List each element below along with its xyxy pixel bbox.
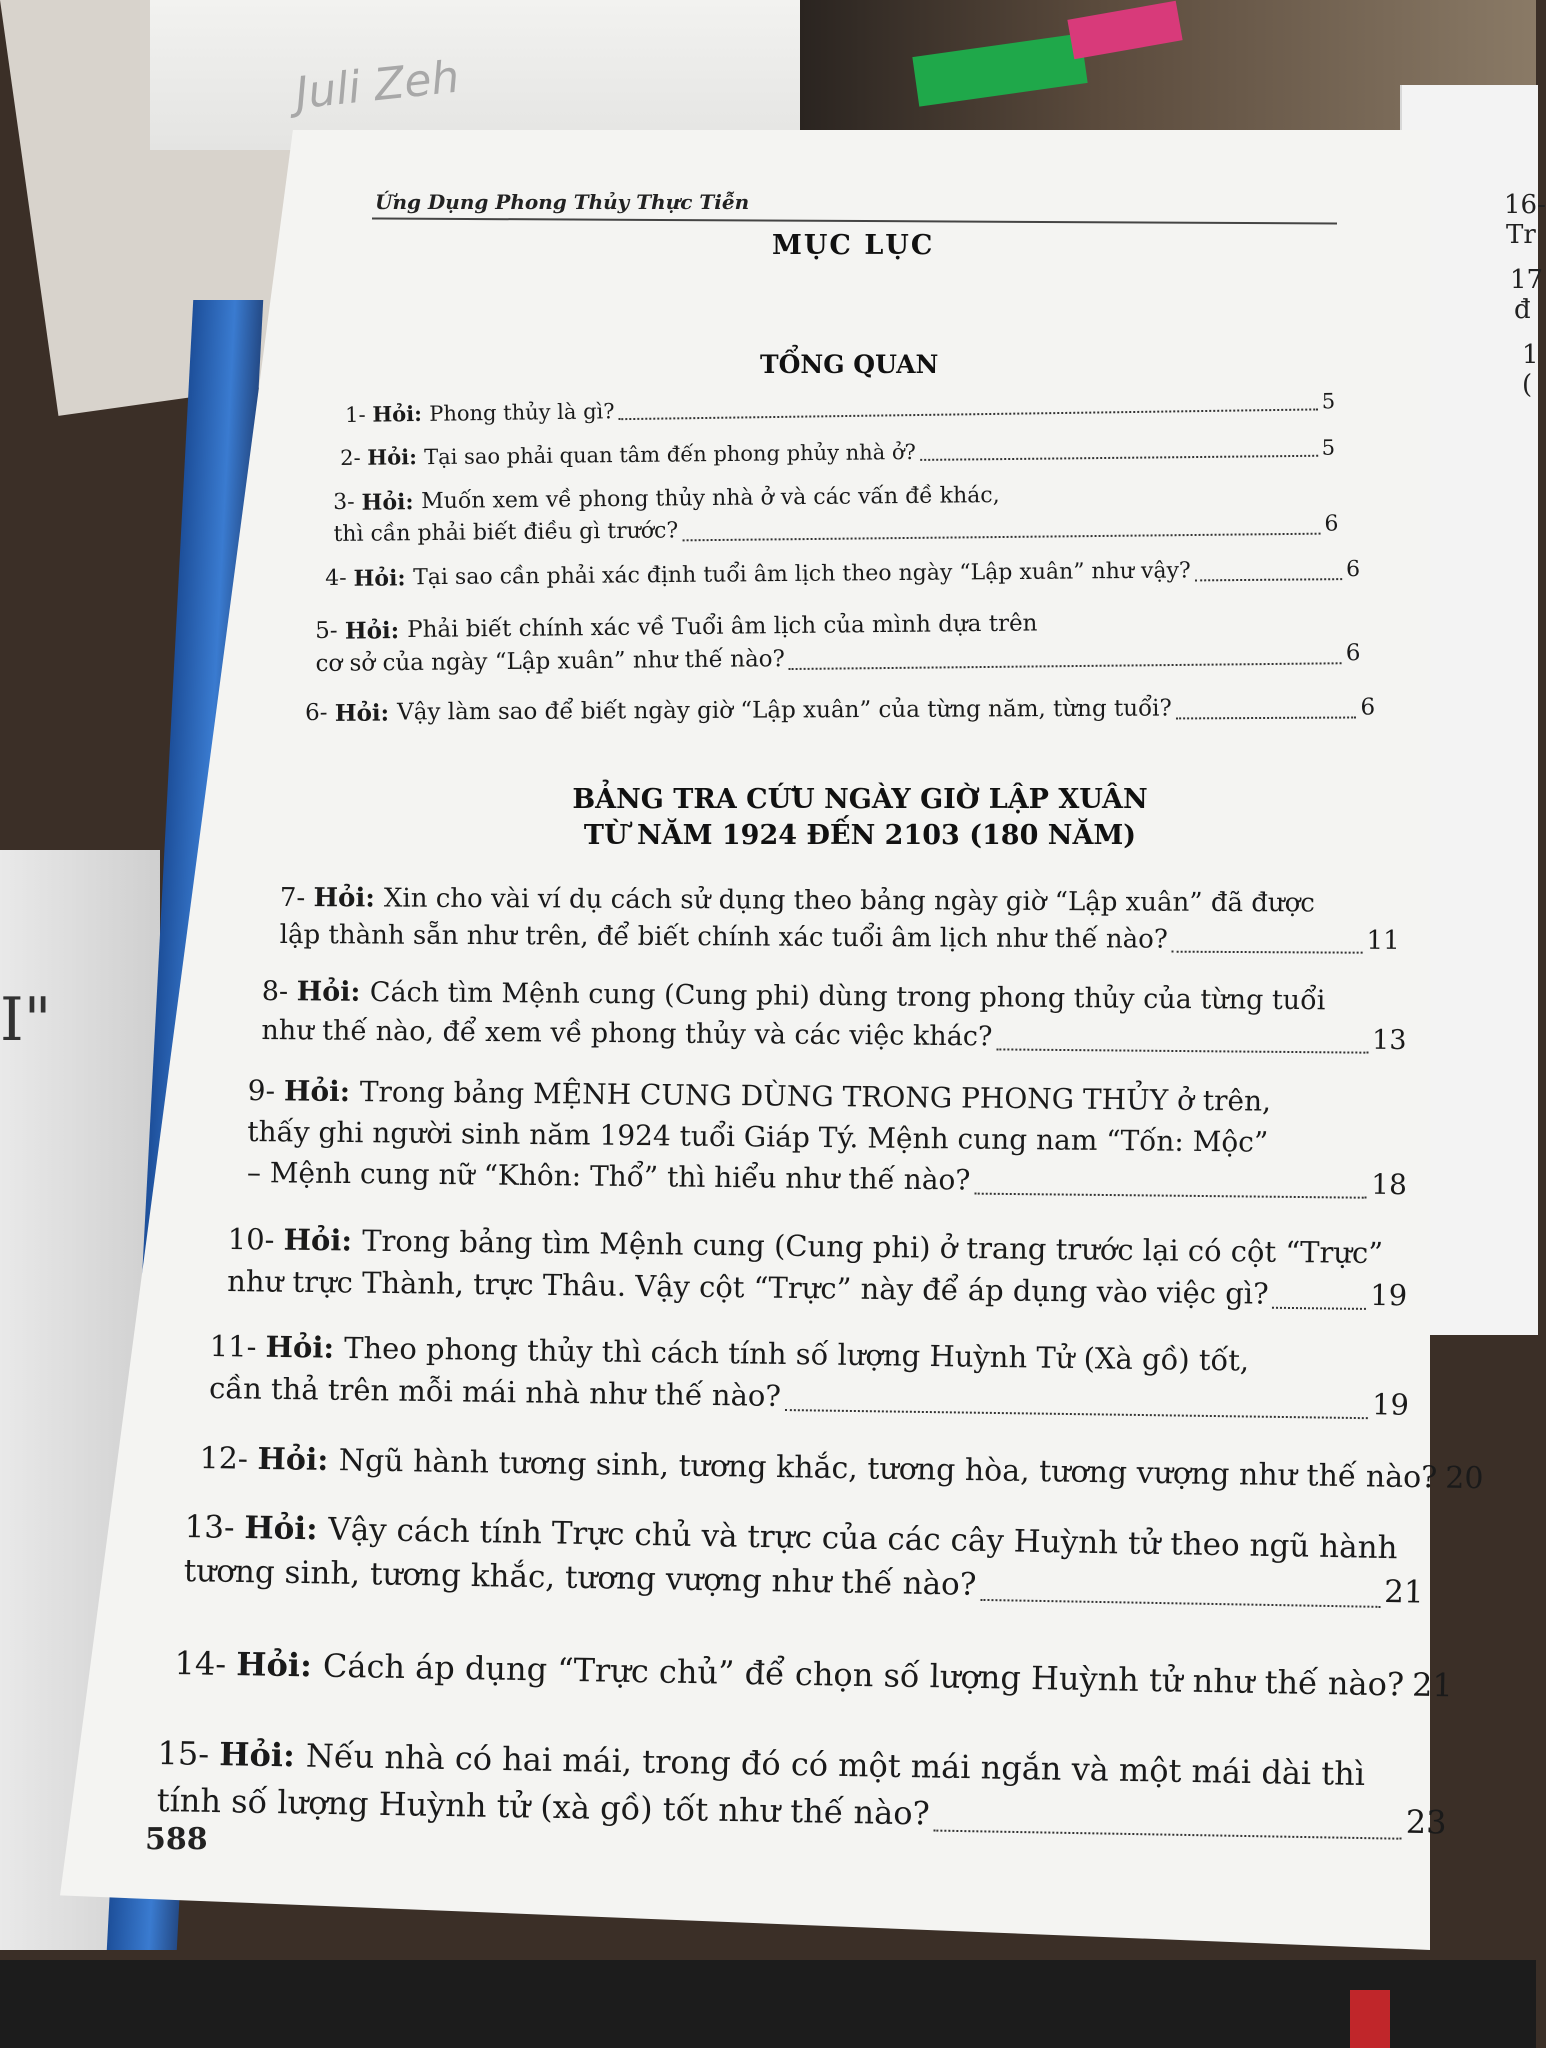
toc-entry-label: Hỏi: <box>257 1441 340 1479</box>
dot-leader <box>996 1048 1368 1053</box>
running-header: Ứng Dụng Phong Thủy Thực Tiễn <box>375 190 750 214</box>
toc-entry-text: Phải biết chính xác về Tuổi âm lịch của mình dựa trên <box>407 610 1038 644</box>
toc-entry-label: Hỏi: <box>367 444 425 470</box>
dot-leader <box>1172 951 1363 954</box>
toc-entry-label: Hỏi: <box>235 1645 324 1685</box>
toc-entry-text: Theo phong thủy thì cách tính số lượng Huỳnh Tử (Xà gồ) tốt, <box>343 1330 1250 1378</box>
toc-entry-text: Trong bảng MỆNH CUNG DÙNG TRONG PHONG THỦY ở trên, <box>359 1075 1272 1118</box>
toc-entry-text: tính số lượng Huỳnh tử (xà gồ) tốt như thế nào? <box>156 1780 931 1833</box>
toc-entry <box>247 1070 1408 1205</box>
toc-entry-text: như trực Thành, trực Thâu. Vậy cột “Trực” này để áp dụng vào việc gì? <box>227 1263 1269 1311</box>
dot-leader <box>785 1409 1368 1419</box>
toc-entry-text: Nếu nhà có hai mái, trong đó có một mái ngắn và một mái dài thì <box>305 1736 1366 1794</box>
toc-entry-text: Muốn xem về phong thủy nhà ở và các vấn đề khác, <box>421 483 1000 515</box>
toc-entry-text: Trong bảng tìm Mệnh cung (Cung phi) ở trang trước lại có cột “Trực” <box>362 1223 1384 1271</box>
page-number: 588 <box>145 1822 208 1857</box>
toc-entry-number: 8- <box>261 975 297 1008</box>
background-book-cover <box>150 0 810 150</box>
dot-leader <box>1176 716 1357 719</box>
toc-entry-number: 3- <box>333 489 362 515</box>
toc-entry-page: 6 <box>1345 640 1361 667</box>
toc-entry-line <box>305 691 1375 730</box>
toc-entry-label: Hỏi: <box>344 617 408 645</box>
toc-entry-number: 11- <box>209 1328 266 1364</box>
toc-entry-label: Hỏi: <box>372 400 430 427</box>
toc-entry-label: Hỏi: <box>353 565 414 592</box>
dot-leader <box>1195 578 1342 581</box>
toc-entry-label: Hỏi: <box>218 1735 307 1775</box>
toc-entry-number: 1- <box>345 402 373 427</box>
toc-entry-label: Hỏi: <box>361 489 422 516</box>
right-page-fragment: 17 <box>1510 265 1544 295</box>
toc-entry-number: 9- <box>247 1073 285 1108</box>
toc-entry <box>209 1325 1410 1426</box>
section-heading-table <box>560 782 1160 854</box>
toc-entry-text: lập thành sẵn như trên, để biết chính xác tuổi âm lịch như thế nào? <box>279 919 1168 955</box>
toc-entry-label: Hỏi: <box>283 1222 363 1258</box>
toc-entry-number: 15- <box>157 1733 220 1774</box>
dot-leader <box>980 1599 1380 1608</box>
toc-entry-text: Ngũ hành tương sinh, tương khắc, tương hòa, tương vượng như thế nào? <box>338 1443 1438 1496</box>
toc-entry-page: 20 <box>1444 1460 1484 1497</box>
toc-entry-page: 18 <box>1371 1167 1408 1202</box>
right-page-fragment: 1 <box>1522 340 1539 370</box>
toc-entry-number: 6- <box>305 699 335 726</box>
toc-entry-line <box>280 917 1400 960</box>
toc-entry-number: 5- <box>315 617 346 644</box>
dot-leader <box>920 455 1318 461</box>
dot-leader <box>682 533 1320 542</box>
section-heading-line: TỪ NĂM 1924 ĐẾN 2103 (180 NĂM) <box>583 820 1137 851</box>
toc-entry <box>333 476 1339 551</box>
toc-entry-page: 6 <box>1345 556 1361 583</box>
toc-entry-text: Phong thủy là gì? <box>429 399 615 426</box>
toc-entry-text: Cách tìm Mệnh cung (Cung phi) dùng trong phong thủy của từng tuổi <box>369 976 1326 1017</box>
toc-entry-text: cơ sở của ngày “Lập xuân” như thế nào? <box>315 646 786 677</box>
dot-leader <box>974 1193 1367 1199</box>
toc-entry-label: Hỏi: <box>283 1074 360 1109</box>
right-page-fragment: ( <box>1522 370 1533 400</box>
toc-title: MỤC LỤC <box>772 230 935 261</box>
toc-entry-page: 13 <box>1371 1024 1407 1056</box>
toc-entry-text: thấy ghi người sinh năm 1924 tuổi Giáp Tý. Mệnh cung nam “Tốn: Mộc” <box>247 1114 1269 1159</box>
toc-entry <box>305 691 1375 730</box>
cover-author-text: Juli Zeh <box>292 51 462 120</box>
right-page-fragment: đ <box>1514 295 1531 325</box>
toc-entry-text: Xin cho vài ví dụ cách sử dụng theo bảng ngày giờ “Lập xuân” đã được <box>383 883 1316 919</box>
toc-entry-page: 11 <box>1366 925 1400 956</box>
toc-entry-line <box>280 880 1400 923</box>
toc-entry-page: 5 <box>1321 435 1336 460</box>
section-heading-overview: TỔNG QUAN <box>760 350 939 379</box>
right-page-fragment: Tr <box>1506 220 1536 250</box>
toc-entry-text: Tại sao phải quan tâm đến phong phủy nhà ở? <box>424 439 916 470</box>
toc-entry-number: 4- <box>325 565 354 591</box>
toc-entry-number: 13- <box>184 1508 245 1547</box>
red-bookmark <box>1350 1990 1390 2048</box>
dot-leader <box>1272 1307 1366 1310</box>
toc-entry-text: Vậy làm sao để biết ngày giờ “Lập xuân” của từng năm, từng tuổi? <box>397 695 1172 726</box>
toc-entry-page: 19 <box>1370 1277 1408 1313</box>
toc-entry-number: 14- <box>174 1643 237 1684</box>
toc-entry-text: Vậy cách tính Trực chủ và trực của các cây Huỳnh tử theo ngũ hành <box>328 1511 1398 1567</box>
toc-entry-number: 7- <box>279 882 314 914</box>
toc-entry-label: Hỏi: <box>296 976 371 1008</box>
right-page-fragment: 16- <box>1504 190 1546 220</box>
toc-entry-text: tương sinh, tương khắc, tương vượng như thế nào? <box>183 1552 977 1603</box>
toc-entry <box>315 604 1361 681</box>
toc-entry-page: 6 <box>1324 511 1339 537</box>
left-book-fragment: I" <box>0 985 52 1055</box>
dot-leader <box>789 662 1342 670</box>
toc-entry-text: – Mệnh cung nữ “Khôn: Thổ” thì hiểu như thế nào? <box>246 1155 971 1197</box>
toc-entry-number: 10- <box>227 1221 284 1257</box>
toc-entry-text: cần thả trên mỗi mái nhà như thế nào? <box>208 1370 782 1413</box>
section-heading-line: BẢNG TRA CỨU NGÀY GIỜ LẬP XUÂN <box>572 784 1148 815</box>
toc-entry <box>227 1218 1408 1316</box>
toc-entry-page: 5 <box>1321 389 1336 414</box>
dot-leader <box>933 1830 1401 1840</box>
background-bottom <box>0 1960 1536 2048</box>
toc-entry-page: 6 <box>1360 694 1376 721</box>
toc-entry-text: thì cần phải biết điều gì trước? <box>333 518 679 547</box>
toc-entry-page: 21 <box>1411 1665 1454 1705</box>
toc-entry-page: 19 <box>1371 1387 1410 1422</box>
toc-entry-page: 21 <box>1383 1573 1424 1611</box>
toc-entry-number: 12- <box>199 1440 258 1477</box>
toc-entry <box>280 880 1400 960</box>
toc-entry <box>261 972 1407 1060</box>
toc-entry-label: Hỏi: <box>334 699 398 727</box>
toc-entry-label: Hỏi: <box>313 883 385 914</box>
toc-entry-text: như thế nào, để xem về phong thủy và các việc khác? <box>261 1014 993 1053</box>
toc-entry-page: 23 <box>1405 1802 1447 1842</box>
toc-entry-text: Tại sao cần phải xác định tuổi âm lịch theo ngày “Lập xuân” như vậy? <box>413 558 1191 591</box>
toc-entry-number: 2- <box>340 445 368 470</box>
toc-entry-text: Cách áp dụng “Trực chủ” để chọn số lượng Huỳnh tử như thế nào? <box>322 1646 1405 1704</box>
toc-entry-label: Hỏi: <box>244 1510 329 1548</box>
toc-entry-label: Hỏi: <box>265 1329 345 1365</box>
